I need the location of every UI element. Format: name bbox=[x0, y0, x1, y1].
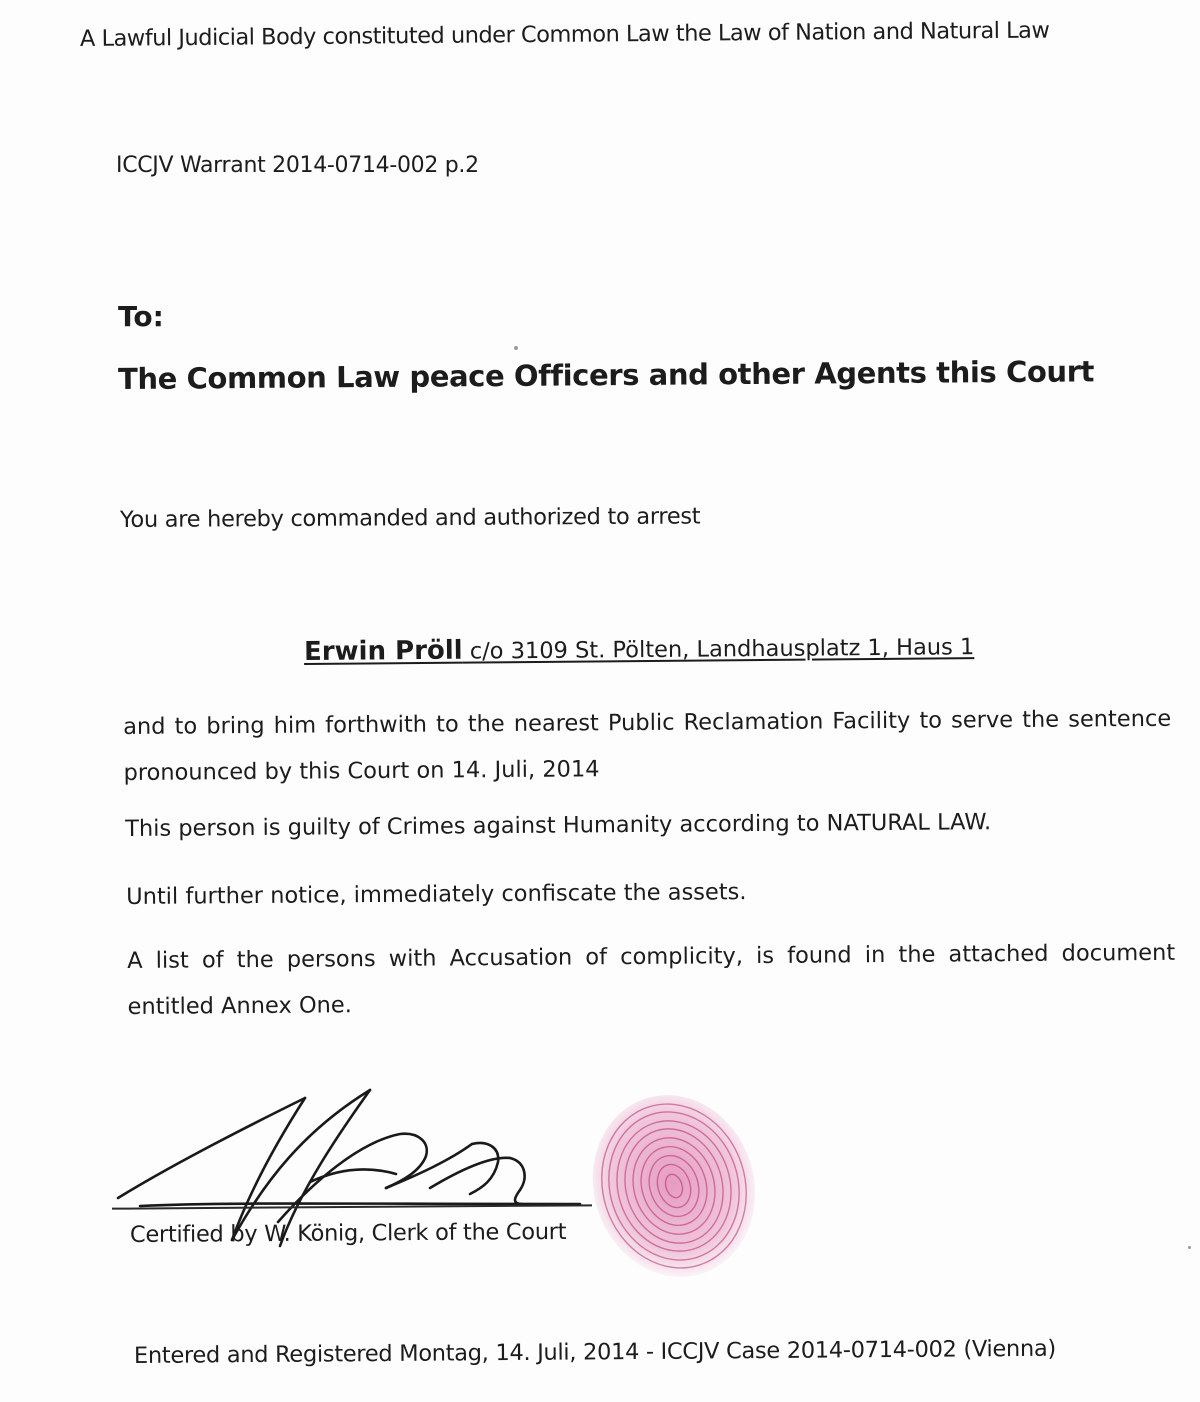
arrest-subject bbox=[304, 631, 975, 667]
registration-footer: Entered and Registered Montag, 14. Juli, 2014 - ICCJV Case 2014-0714-002 (Vienna) bbox=[133, 1335, 1056, 1369]
subject-name: Erwin Pröll bbox=[303, 635, 463, 667]
paragraph-guilt: This person is guilty of Crimes against Humanity according to NATURAL LAW. bbox=[125, 809, 992, 842]
fingerprint-icon bbox=[586, 1090, 762, 1286]
paper-speck bbox=[514, 346, 518, 350]
to-label: To: bbox=[118, 300, 164, 333]
header-line: A Lawful Judicial Body constituted under Common Law the Law of Nation and Natural Law bbox=[79, 17, 1050, 52]
addressee-heading: The Common Law peace Officers and other Agents this Court bbox=[117, 354, 1095, 396]
subject-address: c/o 3109 St. Pölten, Landhausplatz 1, Haus 1 bbox=[462, 634, 975, 665]
paragraph-annex: A list of the persons with Accusation of complicity, is found in the attached document entitled Annex One. bbox=[127, 939, 1176, 1020]
warrant-reference: ICCJV Warrant 2014-0714-002 p.2 bbox=[116, 153, 479, 178]
certification-line: Certified by W. König, Clerk of the Court bbox=[129, 1218, 567, 1248]
command-line: You are hereby commanded and authorized to arrest bbox=[119, 503, 701, 533]
paragraph-sentence: and to bring him forthwith to the nearest Public Reclamation Facility to serve the sentence pronounced by this Court on 14. Juli, 2014 bbox=[123, 705, 1172, 786]
paper-speck bbox=[1188, 1246, 1191, 1249]
paragraph-assets: Until further notice, immediately confiscate the assets. bbox=[126, 879, 747, 910]
